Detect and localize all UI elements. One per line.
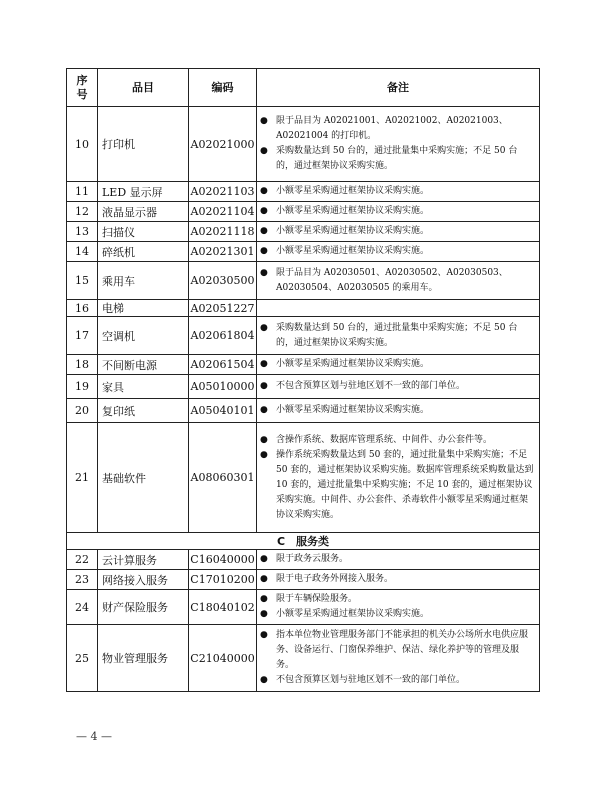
item-name: 物业管理服务	[98, 625, 189, 692]
bullet-icon: ●	[260, 359, 268, 369]
item-name: 财产保险服务	[98, 590, 189, 625]
note-text: 限于电子政务外网接入服务。	[276, 574, 394, 584]
bullet-icon: ●	[260, 405, 268, 415]
bullet-icon: ●	[260, 675, 268, 685]
note-text: 限于品目为 A02021001、A02021002、A02021003、A02021004 的打印机。	[276, 116, 508, 141]
row-number: 23	[67, 570, 98, 590]
item-name: 基础软件	[98, 423, 189, 533]
bullet-icon: ●	[260, 609, 268, 619]
item-code: A02021103	[189, 182, 257, 202]
item-code: A02061804	[189, 317, 257, 355]
item-code: A02021118	[189, 222, 257, 242]
table-row	[67, 182, 540, 202]
note-item	[260, 433, 535, 448]
note-item	[260, 266, 535, 296]
note-item	[260, 244, 535, 259]
row-number: 10	[67, 107, 98, 182]
note-text: 操作系统采购数量达到 50 套的，通过批量集中采购实施；不足 50 套的，通过框架协议采购实施。数据库管理系统采购数量达到 10 套的，通过批量集中采购实施；不足 10 套的，通过框架协议采购实施。中间件、办公套件、杀毒软件小额零星采购通过框架协议采购实施。	[276, 449, 534, 520]
table-row	[67, 590, 540, 625]
note-text: 不包含预算区划与驻地区划不一致的部门单位。	[276, 381, 466, 391]
row-number: 20	[67, 399, 98, 423]
bullet-icon: ●	[260, 206, 268, 216]
note-text: 小额零星采购通过框架协议采购实施。	[276, 226, 430, 236]
goods-rows	[67, 107, 540, 533]
section-c	[67, 533, 540, 550]
bullet-icon: ●	[260, 322, 268, 333]
service-rows	[67, 550, 540, 692]
row-number: 25	[67, 625, 98, 692]
item-notes	[257, 590, 540, 625]
item-name: 云计算服务	[98, 550, 189, 570]
item-code: A02021000	[189, 107, 257, 182]
bullet-icon: ●	[260, 574, 268, 584]
table-row	[67, 423, 540, 533]
item-notes	[257, 262, 540, 300]
note-text: 小额零星采购通过框架协议采购实施。	[276, 186, 430, 196]
section-row	[67, 533, 540, 550]
note-text: 小额零星采购通过框架协议采购实施。	[276, 405, 430, 415]
row-number: 13	[67, 222, 98, 242]
item-name: 电梯	[98, 300, 189, 317]
item-notes	[257, 570, 540, 590]
table-row	[67, 355, 540, 375]
bullet-icon: ●	[260, 146, 268, 156]
note-text: 限于品目为 A02030501、A02030502、A02030503、A02030504、A02030505 的乘用车。	[276, 267, 508, 293]
note-text: 采购数量达到 50 台的，通过批量集中采购实施；不足 50 台的，通过框架协议采购实施。	[276, 146, 518, 171]
page-number: — 4 —	[76, 730, 112, 743]
item-code: C16040000	[189, 550, 257, 570]
note-item	[260, 592, 535, 607]
item-code: C17010200	[189, 570, 257, 590]
note-item	[260, 673, 535, 688]
item-notes	[257, 317, 540, 355]
table-row	[67, 242, 540, 262]
header-item: 品目	[98, 69, 189, 107]
note-item	[260, 204, 535, 219]
bullet-icon: ●	[260, 381, 268, 391]
table-row	[67, 625, 540, 692]
row-number: 22	[67, 550, 98, 570]
note-text: 不包含预算区划与驻地区划不一致的部门单位。	[276, 675, 466, 685]
row-number: 16	[67, 300, 98, 317]
note-item	[260, 144, 535, 174]
header-note: 备注	[257, 69, 540, 107]
item-notes	[257, 423, 540, 533]
table-row	[67, 375, 540, 399]
table-row	[67, 550, 540, 570]
note-item	[260, 379, 535, 394]
row-number: 11	[67, 182, 98, 202]
note-text: 小额零星采购通过框架协议采购实施。	[276, 206, 430, 216]
note-text: 指本单位物业管理服务部门不能承担的机关办公场所水电供应服务、设备运行、门窗保养维护、保洁、绿化养护等的管理及服务。	[276, 630, 529, 670]
row-number: 12	[67, 202, 98, 222]
item-name: 液晶显示器	[98, 202, 189, 222]
note-item	[260, 552, 535, 567]
item-name: 网络接入服务	[98, 570, 189, 590]
bullet-icon: ●	[260, 186, 268, 196]
header-no: 序 号	[67, 69, 98, 107]
header-code: 编码	[189, 69, 257, 107]
item-code: C21040000	[189, 625, 257, 692]
note-item	[260, 114, 535, 144]
procurement-catalog-table	[66, 68, 540, 692]
item-code: A05040101	[189, 399, 257, 423]
table-row	[67, 202, 540, 222]
table-row	[67, 317, 540, 355]
table-row	[67, 399, 540, 423]
note-item	[260, 572, 535, 587]
bullet-icon: ●	[260, 226, 268, 236]
item-notes	[257, 355, 540, 375]
note-item	[260, 224, 535, 239]
bullet-icon: ●	[260, 116, 268, 126]
row-number: 18	[67, 355, 98, 375]
item-notes	[257, 222, 540, 242]
item-notes	[257, 625, 540, 692]
item-name: 不间断电源	[98, 355, 189, 375]
table-row	[67, 262, 540, 300]
bullet-icon: ●	[260, 630, 268, 640]
table-row	[67, 570, 540, 590]
note-item	[260, 448, 535, 523]
item-name: 碎纸机	[98, 242, 189, 262]
item-code: A02021104	[189, 202, 257, 222]
section-title: C 服务类	[67, 533, 540, 550]
item-name: 家具	[98, 375, 189, 399]
item-code: A02061504	[189, 355, 257, 375]
row-number: 15	[67, 262, 98, 300]
note-text: 采购数量达到 50 台的，通过批量集中采购实施；不足 50 台的，通过框架协议采购实施。	[276, 322, 518, 348]
item-notes	[257, 242, 540, 262]
item-notes	[257, 182, 540, 202]
bullet-icon: ●	[260, 594, 268, 604]
item-name: 复印纸	[98, 399, 189, 423]
item-code: A02051227	[189, 300, 257, 317]
item-name: 乘用车	[98, 262, 189, 300]
item-code: C18040102	[189, 590, 257, 625]
bullet-icon: ●	[260, 554, 268, 564]
note-item	[260, 184, 535, 199]
item-name: 扫描仪	[98, 222, 189, 242]
table-row	[67, 300, 540, 317]
item-notes	[257, 375, 540, 399]
note-item	[260, 321, 535, 351]
item-name: 打印机	[98, 107, 189, 182]
item-code: A08060301	[189, 423, 257, 533]
row-number: 24	[67, 590, 98, 625]
item-name: LED 显示屏	[98, 182, 189, 202]
note-text: 小额零星采购通过框架协议采购实施。	[276, 359, 430, 369]
item-name: 空调机	[98, 317, 189, 355]
note-item	[260, 628, 535, 673]
note-text: 限于车辆保险服务。	[276, 594, 358, 604]
bullet-icon: ●	[260, 449, 268, 460]
item-notes	[257, 107, 540, 182]
item-notes	[257, 202, 540, 222]
bullet-icon: ●	[260, 246, 268, 256]
bullet-icon: ●	[260, 267, 268, 278]
bullet-icon: ●	[260, 434, 268, 445]
note-item	[260, 403, 535, 418]
note-item	[260, 607, 535, 622]
item-notes	[257, 550, 540, 570]
note-text: 限于政务云服务。	[276, 554, 349, 564]
note-text: 小额零星采购通过框架协议采购实施。	[276, 246, 430, 256]
row-number: 17	[67, 317, 98, 355]
note-text: 含操作系统、数据库管理系统、中间件、办公套件等。	[276, 434, 493, 445]
item-code: A02030500	[189, 262, 257, 300]
table-row	[67, 107, 540, 182]
item-notes	[257, 300, 540, 317]
row-number: 14	[67, 242, 98, 262]
note-item	[260, 357, 535, 372]
note-text: 小额零星采购通过框架协议采购实施。	[276, 609, 430, 619]
table-header-row	[67, 69, 540, 107]
row-number: 19	[67, 375, 98, 399]
item-notes	[257, 399, 540, 423]
item-code: A02021301	[189, 242, 257, 262]
row-number: 21	[67, 423, 98, 533]
table-row	[67, 222, 540, 242]
item-code: A05010000	[189, 375, 257, 399]
